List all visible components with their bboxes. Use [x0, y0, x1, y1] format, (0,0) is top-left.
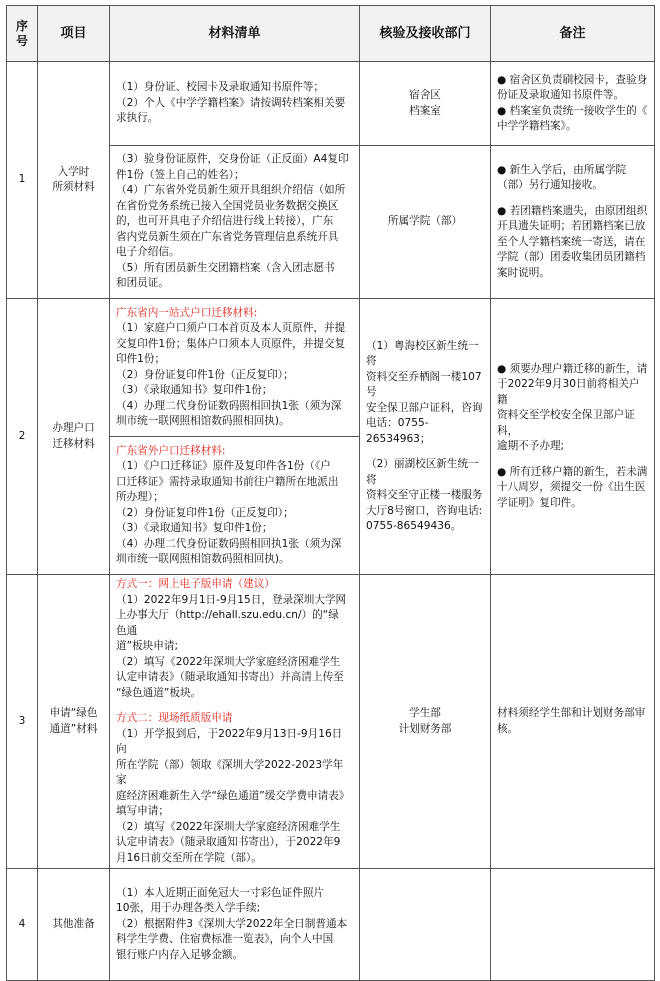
table-row — [7, 62, 655, 146]
row-index: 2 — [7, 299, 38, 575]
materials-table — [6, 5, 655, 981]
dept-cell: 宿舍区 档案室 — [360, 62, 491, 146]
row-index: 1 — [7, 62, 38, 299]
note-cell: 材料须经学生部和计划财务部审 核。 — [491, 575, 655, 869]
row-index: 3 — [7, 575, 38, 869]
dept-cell: 所属学院（部） — [360, 146, 491, 299]
materials-cell: （1）身份证、校园卡及录取通知书原件等； （2）个人《中学学籍档案》请按调转档案相关要 求执行。 — [110, 62, 360, 146]
dept-cell: 学生部 计划财务部 — [360, 575, 491, 869]
row-index: 4 — [7, 869, 38, 981]
note-cell: ● 须要办理户籍迁移的新生，请 于2022年9月30日前将相关户籍 资料交至学校安全保卫部户证科， 逾期不予办理; ● 所有迁移户籍的新生，若未满 十八周岁，须提交一份《出生医 学证明》复印件。 — [491, 299, 655, 575]
note-cell: ● 新生入学后，由所属学院 （部）另行通知接收。 ● 若团籍档案遗失，由原团组织 开具遗失证明；若团籍档案已放 至个人学籍档案统一寄送，请在 学院（部）团委收集团员团籍档 案时说明。 — [491, 146, 655, 299]
row-item: 办理户口 迁移材料 — [38, 299, 110, 575]
header-index: 序 号 — [7, 6, 38, 62]
row-item: 申请“绿色 通道”材料 — [38, 575, 110, 869]
section-title: 广东省内一站式户口迁移材料: — [116, 306, 258, 319]
header-row — [7, 6, 655, 62]
header-materials: 材料清单 — [110, 6, 360, 62]
row-item: 其他准备 — [38, 869, 110, 981]
note-cell — [491, 869, 655, 981]
table-row — [7, 575, 655, 869]
section-title: 广东省外户口迁移材料: — [116, 444, 226, 457]
section-title: 方式二：现场纸质版申请 — [116, 712, 233, 724]
dept-cell — [360, 869, 491, 981]
table-row — [7, 869, 655, 981]
materials-cell: （1）本人近期正面免冠大一寸彩色证件照片 10张，用于办理各类入学手续; （2）根据附件3《深圳大学2022年全日制普通本 科学生学费、住宿费标准一览表》，向个人中国 银行账户内存入足够金额。 — [110, 869, 360, 981]
header-note: 备注 — [491, 6, 655, 62]
note-cell: ● 宿舍区负责刷校园卡，查验身 份证及录取通知书原件等。 ● 档案室负责统一接收学生的《 中学学籍档案》。 — [491, 62, 655, 146]
materials-cell: （3）验身份证原件，交身份证（正反面）A4复印 件1份（签上自己的姓名）； （4）广东省外党员新生须开具组织介绍信（如所 在省份党务系统已接入全国党员业务数据交换区 的，也可开具电子介绍信进行线上转接），广东 省内党员新生须在广东省党务管理信息系统开具 电子介绍信。 （5）所有团员新生交团籍档案（含入团志愿书 和团员证。 — [110, 146, 360, 299]
materials-cell: 广东省内一站式户口迁移材料: （1）家庭户口须户口本首页及本人页原件，并提 交复印件1份；集体户口须本人页原件，并提交复 印件1份； （2）身份证复印件1份（正反复印）； （3）《录取通知书》复印件1份； （4）办理二代身份证数码照相回执1张（须为深 圳市统一联网照相馆数码照相回执)。 — [110, 299, 360, 437]
section-title: 方式一：网上电子版申请（建议） — [116, 578, 275, 590]
table-row — [7, 299, 655, 437]
row-item: 入学时 所须材料 — [38, 62, 110, 299]
dept-cell: （1）粤海校区新生统一将 资料交至乔栖阁一楼107号 安全保卫部户证科，咨询 电话：0755-26534963； （2）丽湖校区新生统一将 资料交至守正楼一楼服务 大厅8号窗口，咨询电话: 0755-86549436。 — [360, 299, 491, 575]
header-dept: 核验及接收部门 — [360, 6, 491, 62]
header-item: 项目 — [38, 6, 110, 62]
materials-cell: 方式一：网上电子版申请（建议） （1）2022年9月1日-9月15日，登录深圳大学网 上办事大厅（http://ehall.szu.edu.cn/）的“绿色通 道”板块申请; （2）填写《2022年深圳大学家庭经济困难学生 认定申请表》（随录取通知书寄出）并高清上传至 “绿色通道”板块。 方式二：现场纸质版申请 （1）开学报到后，于2022年9月13日-9月16日向 所在学院（部）领取《深圳大学2022-2023学年家 庭经济困难新生入学“绿色通道”缓交学费申请表》 填写申请； （2）填写《2022年深圳大学家庭经济困难学生 认定申请表》（随录取通知书寄出），于2022年9 月16日前交至所在学院（部）。 — [110, 575, 360, 869]
materials-cell: 广东省外户口迁移材料: （1）《户口迁移证》原件及复印件各1份（《户 口迁移证》需持录取通知书前往户籍所在地派出 所办理）； （2）身份证复印件1份（正反复印）； （3）《录取通知书》复印件1份； （4）办理二代身份证数码照相回执1张（须为深 圳市统一联网照相馆数码照相回执)。 — [110, 437, 360, 575]
